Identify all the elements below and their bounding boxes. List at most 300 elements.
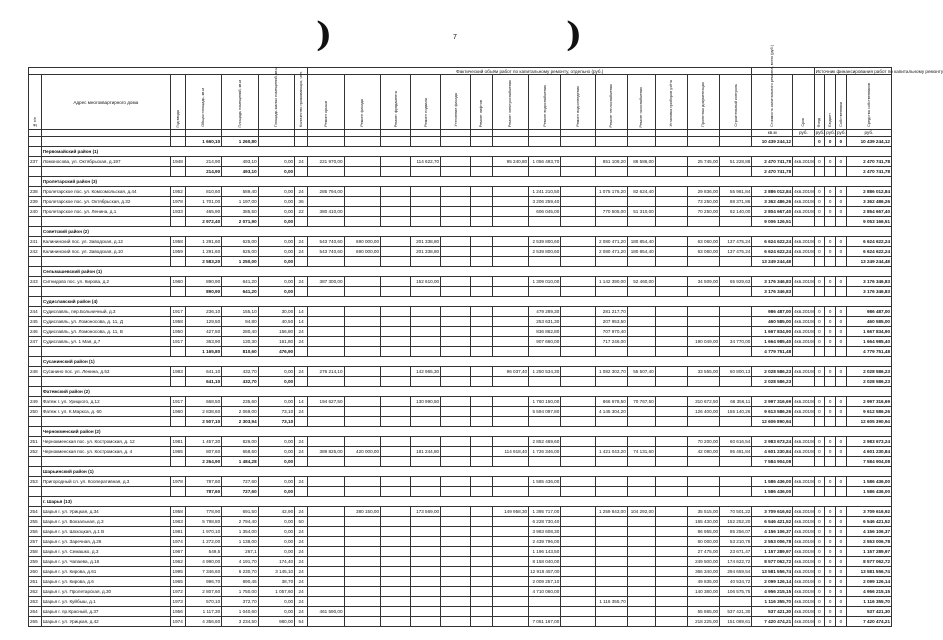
column-header-row [29,75,892,130]
table-cell [295,457,308,467]
table-cell [561,247,595,257]
table-cell: 7 420 474,21 [846,617,891,627]
table-cell: 1958 [170,507,185,517]
table-cell [381,597,411,607]
column-header-label: Строительный контроль [733,84,738,127]
table-cell: 4 779 751,48 [846,347,891,357]
table-cell: 0 [825,307,836,317]
table-cell [529,217,561,227]
table-cell [814,457,825,467]
table-cell: 1 667 834,90 [846,327,891,337]
table-cell: 0 [814,517,825,527]
table-cell [655,137,687,147]
table-row [29,397,892,407]
table-cell: 387 300,00 [308,277,344,287]
table-cell: 2 553 006,78 [752,537,793,547]
table-cell: 1 196 143,50 [529,547,561,557]
table-cell: 0,00 [258,597,294,607]
table-cell [836,457,847,467]
section-row [29,427,892,437]
table-cell [561,517,595,527]
table-cell [441,187,471,197]
table-cell: 3 176 346,83 [846,277,891,287]
table-cell [492,527,528,537]
unit-cell [258,130,294,137]
table-cell: 264 [29,607,42,617]
table-cell: 432,70 [222,367,258,377]
table-cell [655,337,687,347]
table-cell [471,567,492,577]
table-cell: 1983 [170,367,185,377]
unit-cell: руб. [793,130,814,137]
table-cell: 1 165,80 [185,347,221,357]
table-cell [492,377,528,387]
table-cell [29,487,42,497]
table-cell: 589,40 [222,187,258,197]
column-header-label: Ремонт электроснабжения [508,79,513,127]
table-cell [411,487,441,497]
table-cell: 86 586,00 [627,157,655,167]
column-header [29,75,42,130]
table-cell: 8 577 062,72 [752,557,793,567]
table-cell: 96 037,40 [492,367,528,377]
table-cell [471,287,492,297]
table-cell: 0 [814,197,825,207]
table-cell: 1 241 210,50 [529,187,561,197]
table-cell: 3 234,50 [222,617,258,627]
table-cell [308,457,344,467]
table-cell [471,217,492,227]
table-cell [381,407,411,417]
table-cell: 0 [836,567,847,577]
table-cell [561,367,595,377]
table-row [29,437,892,447]
table-cell [529,487,561,497]
column-header-label: Средства собственников [866,83,871,127]
column-header [41,75,170,130]
table-cell [308,197,344,207]
table-cell [655,217,687,227]
table-row [29,317,892,327]
table-cell: 4кв.2019г. [793,537,814,547]
section-cell [29,297,42,307]
table-cell: 1 354,00 [222,527,258,537]
table-cell: 254 [29,507,42,517]
table-row [29,197,892,207]
table-cell: 151 089,61 [720,617,752,627]
table-cell [41,487,170,497]
table-cell [655,457,687,467]
table-cell [492,237,528,247]
table-cell [720,457,752,467]
table-cell: 0 [825,367,836,377]
table-cell [411,567,441,577]
table-cell: 0 [814,337,825,347]
table-row [29,607,892,617]
table-cell [627,327,655,337]
table-cell: 707 970,40 [595,327,627,337]
table-cell: 0 [814,537,825,547]
unit-cell [308,130,344,137]
table-cell: 2 099 126,14 [752,577,793,587]
table-cell: 420 000,00 [344,447,380,457]
table-cell [561,507,595,517]
table-cell [720,377,752,387]
table-cell: 460 585,00 [846,317,891,327]
table-cell: 24 [295,407,308,417]
table-cell [655,587,687,597]
table-cell [411,187,441,197]
section-cell [29,387,42,397]
table-cell [655,237,687,247]
table-cell [814,417,825,427]
table-cell [655,477,687,487]
table-cell: 25 745,00 [687,157,719,167]
table-cell: 1 291,60 [185,247,221,257]
table-cell: 641,20 [222,277,258,287]
table-cell [492,397,528,407]
unit-cell [222,130,258,137]
table-cell [41,137,170,147]
table-cell [825,457,836,467]
section-title: Пролетарский район (3) [41,177,891,187]
table-cell: 4кв.2019г. [793,207,814,217]
table-cell [595,377,627,387]
table-cell: 4кв.2019г. [793,447,814,457]
table-cell: 0 [836,597,847,607]
table-cell [492,487,528,497]
table-cell: 1981 [170,437,185,447]
table-cell [41,287,170,297]
table-cell [655,617,687,627]
table-cell: 1974 [170,617,185,627]
table-cell [170,417,185,427]
table-cell: 240 [29,207,42,217]
table-cell: 3 176 346,83 [752,277,793,287]
table-cell [381,327,411,337]
table-cell: 70 767,50 [627,397,655,407]
table-cell: 986 487,00 [846,307,891,317]
table-cell [308,517,344,527]
table-cell: 1933 [170,207,185,217]
table-cell [529,287,561,297]
table-cell: 4кв.2019г. [793,617,814,627]
table-cell [561,417,595,427]
table-cell: 2 804 667,40 [752,207,793,217]
table-cell: 1 484,28 [222,457,258,467]
table-cell [595,587,627,597]
table-cell [441,287,471,297]
table-cell: 256 [29,527,42,537]
table-cell: 9 053 166,51 [846,217,891,227]
table-cell: 3 983 608,30 [529,527,561,537]
table-cell: 641,10 [185,367,221,377]
table-cell: 53 210,78 [720,537,752,547]
table-cell: 156,80 [258,327,294,337]
table-cell: 427,50 [185,327,221,337]
table-row [29,507,892,517]
table-cell [411,377,441,387]
table-cell [441,507,471,517]
table-cell [344,167,380,177]
table-cell [529,597,561,607]
column-header-label: Ремонт крыши [323,101,328,127]
table-cell: 0 [836,337,847,347]
table-cell: 249 [29,397,42,407]
table-cell [655,397,687,407]
table-cell: 690 000,00 [344,237,380,247]
unit-cell [29,130,42,137]
table-cell: 2 071,90 [222,217,258,227]
table-cell: 890,90 [185,287,221,297]
table-cell [295,217,308,227]
table-cell: 13 249 244,48 [752,257,793,267]
table-cell: 8 577 062,72 [846,557,891,567]
table-cell: 4кв.2019г. [793,237,814,247]
table-cell: 0 [836,557,847,567]
table-cell [29,347,42,357]
table-cell [529,417,561,427]
subtotal-row [29,417,892,427]
table-cell: 641,10 [185,377,221,387]
table-cell: 7 584 904,08 [846,457,891,467]
table-cell: 1 116 355,70 [846,597,891,607]
table-cell: 5 798,80 [185,517,221,527]
table-cell: 2 983 673,24 [752,437,793,447]
table-cell [471,307,492,317]
table-cell: 207 953,50 [595,317,627,327]
table-cell: 0,00 [258,287,294,297]
table-row [29,557,892,567]
table-cell [492,417,528,427]
table-cell: 0,00 [258,257,294,267]
column-header [381,75,411,130]
table-cell [627,487,655,497]
table-cell: 460 585,00 [752,317,793,327]
table-cell [492,607,528,617]
table-cell [529,167,561,177]
table-cell: 1965 [170,577,185,587]
table-cell [344,197,380,207]
table-cell [308,217,344,227]
table-cell: 7 420 474,21 [752,617,793,627]
table-row [29,237,892,247]
table-cell [441,307,471,317]
table-cell [295,287,308,297]
table-cell [492,597,528,607]
table-cell [687,257,719,267]
subtotal-row [29,137,892,147]
table-cell [561,217,595,227]
table-cell: 0 [836,617,847,627]
table-cell: 1917 [170,307,185,317]
table-cell: 0,00 [258,247,294,257]
table-cell: 690 000,00 [344,247,380,257]
table-cell: 0 [825,597,836,607]
financing-group-title: Источник финансирования работ по капитальному ремонту [815,69,943,74]
table-cell [381,477,411,487]
table-cell: 13 581 556,74 [846,567,891,577]
table-cell [595,537,627,547]
section-cell [29,427,42,437]
table-cell: 1 586 436,00 [752,487,793,497]
table-cell [627,457,655,467]
table-cell [441,447,471,457]
table-cell [411,477,441,487]
table-cell: 0,00 [258,217,294,227]
table-cell [441,247,471,257]
table-cell: 201 338,80 [411,247,441,257]
table-cell [627,527,655,537]
table-cell: 0 [836,577,847,587]
unit-cell [595,130,627,137]
table-cell [471,577,492,587]
table-row [29,337,892,347]
table-cell [655,447,687,457]
table-cell [471,587,492,597]
table-cell: 238 [29,187,42,197]
table-cell: 253 631,30 [529,317,561,327]
table-cell [441,517,471,527]
table-cell [471,207,492,217]
table-cell: 2 470 741,78 [752,167,793,177]
table-cell: 6 624 622,24 [752,247,793,257]
table-cell: 0 [836,247,847,257]
table-cell: 42,90 [258,507,294,517]
table-cell: 255 [29,517,42,527]
page-number: 7 [453,34,457,41]
table-cell: 0 [836,277,847,287]
table-cell: 265 [29,617,42,627]
table-cell: 0 [814,277,825,287]
table-cell: 1 586 436,00 [752,477,793,487]
column-header [529,75,561,130]
table-cell [627,197,655,207]
register-sheet [28,45,943,632]
table-cell: 0 [814,447,825,457]
table-cell: 0 [814,587,825,597]
column-header-label: Проектная документация [701,82,706,127]
table-cell: 0 [814,317,825,327]
table-cell [29,137,42,147]
table-cell [561,587,595,597]
table-cell [561,187,595,197]
table-cell [471,517,492,527]
table-cell: Шарья г. ул. Пролетарская, д.30 [41,587,170,597]
table-cell [308,307,344,317]
table-cell: 35 515,00 [687,507,719,517]
table-cell: 0 [825,237,836,247]
table-cell: 73,10 [258,417,294,427]
table-cell: 214,90 [185,157,221,167]
table-cell: Пригородный сл. ул. Кооперативная, д.3 [41,477,170,487]
table-cell: 606 045,00 [529,207,561,217]
table-cell: 40,50 [258,317,294,327]
table-cell: 0,00 [258,457,294,467]
table-cell: 0,00 [258,487,294,497]
table-cell [655,607,687,617]
table-cell [595,137,627,147]
table-cell [170,347,185,357]
table-cell: 1960 [170,407,185,417]
table-cell: 4кв.2019г. [793,567,814,577]
table-cell: 836 862,80 [529,327,561,337]
table-cell [344,537,380,547]
table-cell [836,257,847,267]
table-cell [720,137,752,147]
table-cell [344,287,380,297]
table-cell: 3 709 616,92 [752,507,793,517]
table-cell: 280,40 [222,327,258,337]
table-cell [411,207,441,217]
table-cell [720,217,752,227]
table-cell: 10 439 244,12 [752,137,793,147]
table-cell: 1948 [170,157,185,167]
table-cell [836,217,847,227]
table-cell: 537 421,30 [752,607,793,617]
table-cell: 0 [825,187,836,197]
column-header-label: Количество проживающих, чел. [299,71,304,127]
table-cell: 137 475,24 [720,247,752,257]
table-cell: 1 660,10 [185,137,221,147]
table-cell [471,487,492,497]
table-cell [561,537,595,547]
table-cell: 52 460,00 [627,277,655,287]
table-cell [441,487,471,497]
table-cell: 389 825,00 [308,447,344,457]
works-group-title: Фактический объём работ по капитальному ремонту, отдельно (руб.) [456,69,604,74]
table-cell [655,277,687,287]
table-cell [308,507,344,517]
table-cell: 0 [825,337,836,347]
table-cell: 0 [836,517,847,527]
table-cell [627,477,655,487]
table-cell [655,517,687,527]
table-cell [471,157,492,167]
table-cell: 1 142 390,00 [595,277,627,287]
table-cell: 14 [295,317,308,327]
table-cell [492,617,528,627]
table-cell [381,537,411,547]
table-cell: 8 158 040,00 [529,557,561,567]
table-cell: 0 [814,307,825,317]
table-cell [529,607,561,617]
table-row [29,187,892,197]
table-cell: Пролетарское пос. ул. Октябрьская, д.32 [41,197,170,207]
table-cell [492,567,528,577]
table-cell: 85 256,07 [720,527,752,537]
column-header-label: Ремонт водоотведения [575,86,580,127]
table-cell [381,557,411,567]
table-cell: 60 000,00 [687,537,719,547]
table-cell: 549,5 [185,547,221,557]
table-cell: 1 259 843,00 [595,507,627,517]
table-cell [381,287,411,297]
table-cell [561,257,595,267]
table-cell [471,547,492,557]
table-cell: 4 956 215,15 [752,587,793,597]
table-cell: 24 [295,547,308,557]
table-cell [344,327,380,337]
table-cell: 465,90 [185,207,221,217]
table-cell: 74 131,60 [627,447,655,457]
table-cell: 0 [836,607,847,617]
table-cell: 241 [29,237,42,247]
table-cell [411,327,441,337]
table-cell [627,347,655,357]
table-cell [381,457,411,467]
table-cell: 4кв.2019г. [793,577,814,587]
